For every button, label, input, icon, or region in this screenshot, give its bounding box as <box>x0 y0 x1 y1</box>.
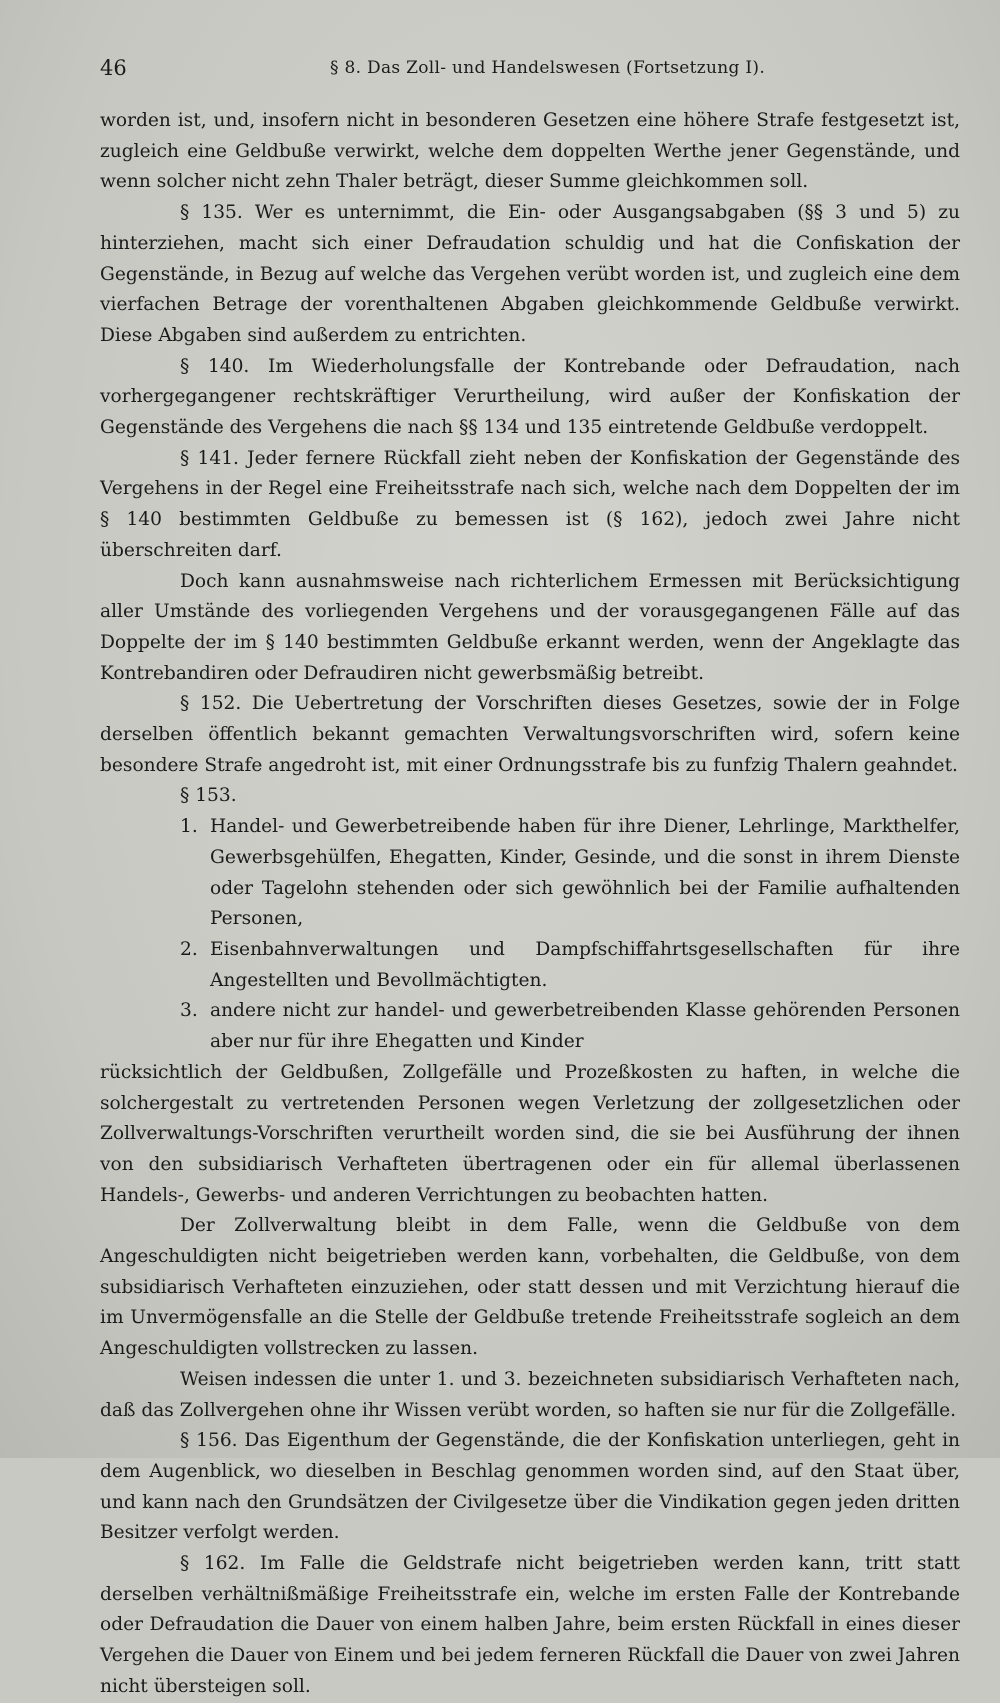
list-item-number: 1. <box>180 816 198 838</box>
list-item <box>180 812 960 935</box>
paragraph-section-141: § 141. Jeder fernere Rückfall zieht neben der Konfiskation der Gegenstände des Vergehens in der Regel eine Freiheitsstrafe nach sich, welche nach dem Doppelten der im § 140 bestimmten Geldbuße zu bemessen ist (§ 162), jedoch zwei Jahre nicht überschreiten darf. <box>100 447 960 561</box>
paragraph-section-153-continued: rücksichtlich der Geldbußen, Zollgefälle und Prozeßkosten zu haften, in welche die solchergestalt zu vertretenden Personen wegen Verletzung der zollgesetzlichen oder Zollverwaltungs-Vorschriften verurtheilt worden sind, die sie bei Ausführung der ihnen von den subsidiarisch Verhafteten übertragenen oder ein für allemal überlassenen Handels-, Gewerbs- und anderen Verrichtungen zu beobachten hatten. <box>100 1061 960 1206</box>
paragraph-continued: worden ist, und, insofern nicht in besonderen Gesetzen eine höhere Strafe festgesetzt ist, zugleich eine Geldbuße verwirkt, welche dem doppelten Werthe jener Gegenstände, und wenn solcher nicht zehn Thaler beträgt, dieser Summe gleichkommen soll. <box>100 110 960 193</box>
paragraph-section-135: § 135. Wer es unternimmt, die Ein- oder Ausgangsabgaben (§§ 3 und 5) zu hinterziehen, macht sich einer Defraudation schuldig und hat die Confiskation der Gegenstände, in Bezug auf welche das Vergehen verübt worden ist, und zugleich eine dem vierfachen Betrage der vorenthaltenen Abgaben gleichkommende Geldbuße verwirkt. Diese Abgaben sind außerdem zu entrichten. <box>100 202 960 346</box>
running-head: § 8. Das Zoll- und Handelswesen (Fortsetzung I). <box>330 58 766 78</box>
paragraph-section-141-continued: Doch kann ausnahmsweise nach richterlichem Ermessen mit Berücksichtigung aller Umstände des vorliegenden Vergehens und der vorausgegangenen Fälle auf das Doppelte der im § 140 bestimmten Geldbuße erkannt werden, wenn der Angeklagte das Kontrebandiren oder Defraudiren nicht gewerbsmäßig betreibt. <box>100 570 960 684</box>
list-item <box>180 996 960 1057</box>
liability-list <box>100 812 960 1058</box>
paragraph-section-153-c: Weisen indessen die unter 1. und 3. bezeichneten subsidiarisch Verhafteten nach, daß das Zollvergehen ohne ihr Wissen verübt worden, so haften sie nur für die Zollgefälle. <box>100 1368 960 1421</box>
list-item-text: Handel- und Gewerbetreibende haben für ihre Diener, Lehrlinge, Markthelfer, Gewerbsgehülfen, Ehegatten, Kinder, Gesinde, und die sonst in ihrem Dienste oder Tagelohn stehenden oder sich gewöhnlich bei der Familie aufhaltenden Personen, <box>210 816 960 930</box>
document-body <box>100 106 960 1703</box>
paragraph-section-162: § 162. Im Falle die Geldstrafe nicht beigetrieben werden kann, tritt statt derselben verhältnißmäßige Freiheitsstrafe ein, welche im ersten Falle der Kontrebande oder Defraudation die Dauer von einem halben Jahre, beim ersten Rückfall in eines dieser Vergehen die Dauer von Einem und bei jedem ferneren Rückfall die Dauer von zwei Jahren nicht übersteigen soll. <box>100 1553 960 1697</box>
list-item-text: andere nicht zur handel- und gewerbetreibenden Klasse gehörenden Personen aber nur für ihre Ehegatten und Kinder <box>210 1000 960 1053</box>
list-item-text: Eisenbahnverwaltungen und Dampfschiffahrtsgesellschaften für ihre Angestellten und Bevollmächtigten. <box>210 938 960 991</box>
paragraph-section-156: § 156. Das Eigenthum der Gegenstände, die der Konfiskation unterliegen, geht in dem Augenblick, wo dieselben in Beschlag genommen worden sind, auf den Staat über, und kann nach den Grundsätzen der Civilgesetze über die Vindikation gegen jeden dritten Besitzer verfolgt werden. <box>100 1430 960 1544</box>
list-item-number: 2. <box>180 938 198 960</box>
list-item-number: 3. <box>180 1000 198 1022</box>
paragraph-section-153-b: Der Zollverwaltung bleibt in dem Falle, wenn die Geldbuße von dem Angeschuldigten nicht beigetrieben werden kann, vorbehalten, die Geldbuße, von dem subsidiarisch Verhafteten einzuziehen, oder statt dessen und mit Verzichtung hierauf die im Unvermögensfalle an die Stelle der Geldbuße tretende Freiheitsstrafe sogleich an dem Angeschuldigten vollstrecken zu lassen. <box>100 1215 960 1360</box>
paragraph-section-140: § 140. Im Wiederholungsfalle der Kontrebande oder Defraudation, nach vorhergegangener rechtskräftiger Verurtheilung, wird außer der Konfiskation der Gegenstände des Vergehens die nach §§ 134 und 135 eintretende Geldbuße verdoppelt. <box>100 355 960 439</box>
section-heading-153: § 153. <box>180 785 237 807</box>
page-header <box>100 56 960 86</box>
page-number: 46 <box>100 56 127 80</box>
paragraph-section-152: § 152. Die Uebertretung der Vorschriften dieses Gesetzes, sowie der in Folge derselben öffentlich bekannt gemachten Verwaltungsvorschriften wird, sofern keine besondere Strafe angedroht ist, mit einer Ordnungsstrafe bis zu funfzig Thalern geahndet. <box>100 693 960 776</box>
list-item <box>180 935 960 996</box>
